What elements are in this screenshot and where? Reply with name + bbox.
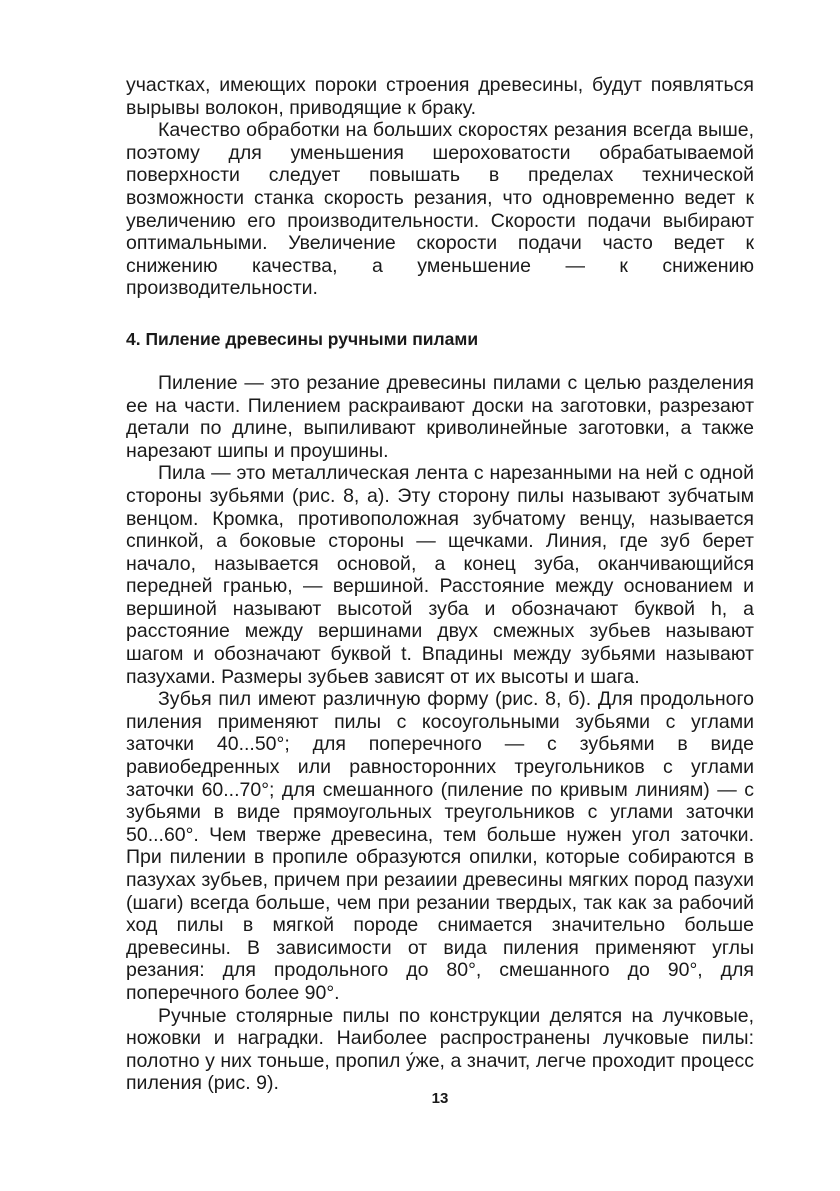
paragraph-cutting-quality: Качество обработки на больших скоростях резания всегда выше, поэтому для уменьшения шероховатости обрабатываемой поверхности следует повышать в пределах технической возможности станка скорость резания, что одновременно ведет к увеличению его производительности. Скорости подачи выбирают оптимальными. Увеличение скорости подачи часто ведет к снижению качества, а уменьшение — к снижению производительности. [126,119,754,300]
paragraph-continuation: участках, имеющих пороки строения древесины, будут появляться вырывы волокон, приводящие к браку. [126,74,754,119]
section-heading: 4. Пиление древесины ручными пилами [126,328,479,349]
paragraph-teeth-shape: Зубья пил имеют различную форму (рис. 8, б). Для продольного пиления применяют пилы с косоугольными зубьями с углами заточки 40...50°; для поперечного — с зубьями в виде равиобедренных или равносторонних треугольников с углами заточки 60...70°; для смешанного (пиление по кривым линиям) — с зубьями в виде прямоугольных треугольников с углами заточки 50...60°. Чем тверже древесина, тем больше нужен угол заточки. При пилении в пропиле образуются опилки, которые собираются в пазухах зубьев, причем при резаиии древесины мягких пород пазухи (шаги) всегда больше, чем при резании твердых, так как за рабочий ход пилы в мягкой породе снимается значительно больше древесины. В зависимости от вида пиления применяют углы резания: для продольного до 80°, смешанного до 90°, для поперечного более 90°. [126,688,754,1004]
paragraph-saw-definition: Пила — это металлическая лента с нарезанными на ней с одной стороны зубьями (рис. 8, а). Эту сторону пилы называют зубчатым венцом. Кромка, противоположная зубчатому венцу, называется спинкой, а боковые стороны — щечками. Линия, где зуб берет начало, называется основой, а конец зуба, оканчивающийся передней гранью, — вершиной. Расстояние между основанием и вершиной называют высотой зуба и обозначают буквой h, а расстояние между вершинами двух смежных зубьев называют шагом и обозначают буквой t. Впадины между зубьями называют пазухами. Размеры зубьев зависят от их высоты и шага. [126,462,754,688]
page-number: 13 [431,1090,449,1107]
paragraph-hand-saws: Ручные столярные пилы по конструкции делятся на лучковые, ножовки и наградки. Наиболее распространены лучковые пилы: полотно у них тоньше, пропил у́же, а значит, легче проходит процесс пиления (рис. 9). [126,1004,754,1095]
paragraph-sawing-definition: Пиление — это резание древесины пилами с целью разделения ее на части. Пилением раскраивают доски на заготовки, разрезают детали по длине, выпиливают криволинейные заготовки, а также нарезают шипы и проушины. [126,371,754,462]
